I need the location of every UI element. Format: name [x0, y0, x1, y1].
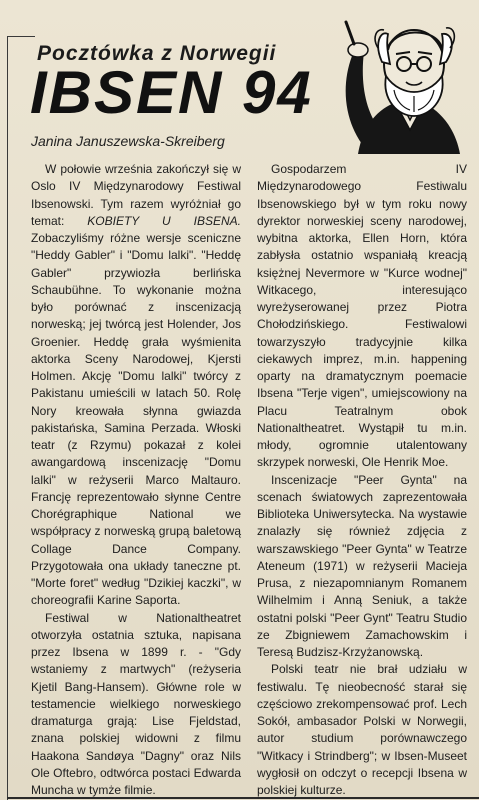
left-border-rule: [7, 36, 8, 800]
emphasis-text: KOBIETY U IBSENA.: [87, 213, 241, 228]
paragraph: Inscenizacje "Peer Gynta" na scenach światowych zaprezentowała Biblioteka Uniwersytecka. Na wystawie znalazły się również zdjęcia z warszawskiego "Peer Gynta" w Teatrze Ateneum (1971) w reżyserii Macieja Prusa, z niezapomnianym Romanem Wilhelmim i Anną Seniuk, a także ostatni polski "Peer Gynt" Teatru Studio ze Zbigniewem Zamachowskim i Teresą Budzisz-Krzyżanowską.: [257, 472, 467, 659]
paragraph: Festiwal w Nationaltheatret otworzyła ostatnia sztuka, napisana przez Ibsena w 1899 r. - "Gdy wstaniemy z martwych" (reżyseria Kjetil Bang-Hansem). Główne role w testamencie wielkiego norweskiego dramaturga grają: Lise Fjeldstad, znana polskiej widowni z filmu Haakona Sandøya "Dagny" oraz Nils Ole Oftebro, odtwórca postaci Edwarda Muncha w tymże filmie.: [31, 610, 241, 797]
paragraph: Polski teatr nie brał udziału w festiwalu. Tę nieobecność starał się częściowo zrekompensować prof. Lech Sokół, ambasador Polski w Norwegii, autor studium porównawczego "Witkacy i Strindberg"; w Ibsen-Museet wygłosił on odczyt o recepcji Ibsena w polskiej kulturze.: [257, 662, 467, 797]
top-border-rule: [7, 36, 35, 37]
left-text-column: [31, 161, 241, 799]
article-kicker: Pocztówka z Norwegii: [37, 42, 277, 65]
article-headline: IBSEN 94: [30, 59, 313, 126]
article-byline: Janina Januszewska-Skreiberg: [31, 133, 225, 149]
paragraph: W połowie września zakończył się w Oslo IV Międzynarodowy Festiwal Ibsenowski. Tym razem wyróżniał go temat: KOBIETY U IBSENA. Zobaczyliśmy różne wersje sceniczne "Heddy Gabler" i "Domu lalki". "Heddę Gabler" przywiozła berlińska Schaubühne. To wykonanie można było porównać z inscenizacją norweską; jej twórcą jest Holender, Jos Groenier. Heddę grała wyśmienita aktorka Sceny Narodowej, Kjersti Holmen. Akcję "Domu lalki" twórcy z Pakistanu umieścili w latach 50. Rolę Nory kreowała słynna gwiazda pakistańska, Samina Perzada. Włoski teatr (z Rzymu) pokazał z kolei awangardową inscenizację "Domu lalki" w reżyserii Marco Maltauro. Francję reprezentowało słynne Centre Chorégraphique National we współpracy z norweską grupą baletową Collage Dance Company. Przygotowała ona układy taneczne pt. "Morte foret" według "Dzikiej kaczki", w choreografii Karine Saporta.: [31, 162, 241, 608]
paragraph: Gospodarzem IV Międzynarodowego Festiwalu Ibsenowskiego był w tym roku nowy dyrektor norweskiej sceny narodowej, wybitna aktorka, Ellen Horn, która zabłysła ostatnio wspaniałą kreacją księżnej Nevermore w "Kurce wodnej" Witkacego, interesująco wyreżyserowanej przez Piotra Chołodzińskiego. Festiwalowi towarzyszyło tradycyjnie kilka ciekawych imprez, m.in. happening oparty na dramatycznym poemacie Ibsena "Terje vigen", umiejscowiony na Placu Teatralnym obok Nationaltheatret. Wystąpił tu m.in. młody, ogromnie utalentowany skrzypek norweski, Ole Henrik Moe.: [257, 162, 467, 470]
ibsen-caricature-illustration: [318, 4, 476, 154]
right-text-column: [257, 161, 467, 799]
